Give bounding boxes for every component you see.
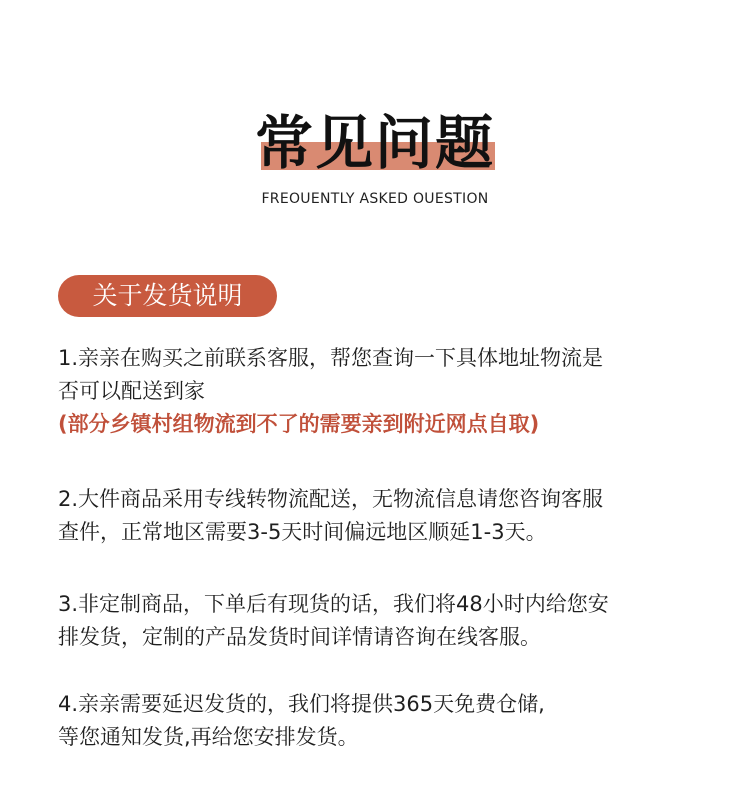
page-title-block xyxy=(255,108,495,178)
faq-item-1 xyxy=(58,342,708,441)
page-subtitle: FREOUENTLY ASKED OUESTION xyxy=(261,191,489,207)
section-label-shipping: 关于发货说明 xyxy=(58,275,277,317)
faq-item-text: 否可以配送到家 xyxy=(58,379,205,403)
faq-item-text: 等您通知发货,再给您安排发货。 xyxy=(58,725,359,749)
faq-item-3 xyxy=(58,588,708,654)
faq-item-text: 4.亲亲需要延迟发货的，我们将提供365天免费仓储, xyxy=(58,692,545,716)
faq-item-2 xyxy=(58,483,708,549)
faq-item-text: 查件，正常地区需要3-5天时间偏远地区顺延1-3天。 xyxy=(58,520,547,544)
faq-header xyxy=(0,108,750,208)
page-title: 常见问题 xyxy=(254,109,495,177)
faq-item-text: 1.亲亲在购买之前联系客服，帮您查询一下具体地址物流是 xyxy=(58,346,604,370)
faq-item-text: 3.非定制商品，下单后有现货的话，我们将48小时内给您安 xyxy=(58,592,609,616)
faq-item-text: 2.大件商品采用专线转物流配送，无物流信息请您咨询客服 xyxy=(58,487,604,511)
faq-item-note: (部分乡镇村组物流到不了的需要亲到附近网点自取) xyxy=(58,412,540,436)
faq-item-4 xyxy=(58,688,708,754)
faq-item-text: 排发货，定制的产品发货时间详情请咨询在线客服。 xyxy=(58,625,541,649)
